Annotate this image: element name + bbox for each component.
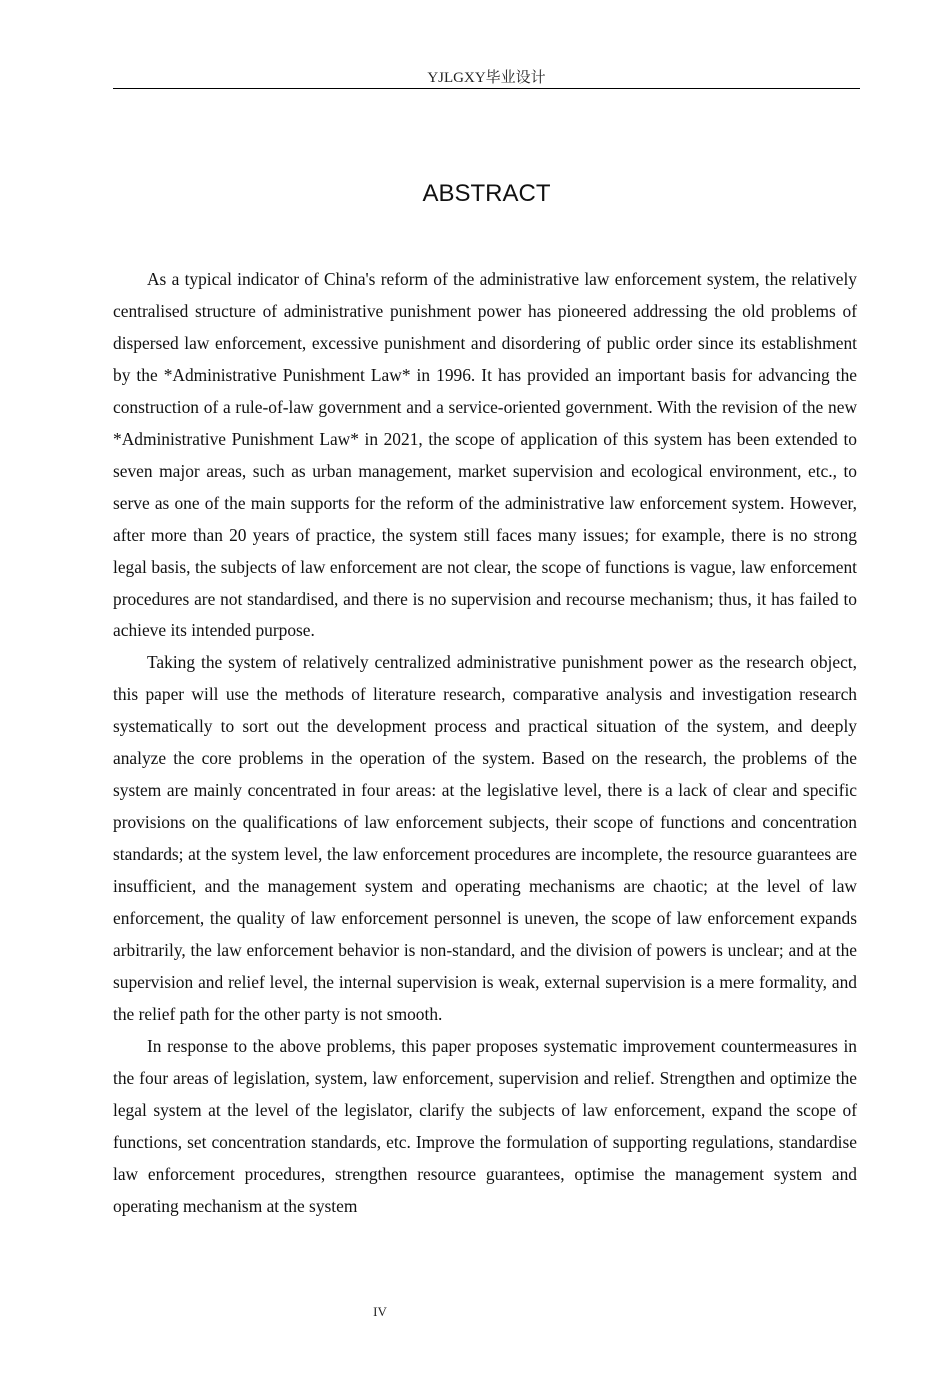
abstract-title: ABSTRACT [422,180,551,207]
abstract-paragraph-2: Taking the system of relatively centralized administrative punishment power as the research object, this paper will use the methods of literature research, comparative analysis and investigation research systematically to sort out the development process and practical situation of the system, and deeply analyze the core problems in the operation of the system. Based on the research, the problems of the system are mainly concentrated in four areas: at the legislative level, there is a lack of clear and specific provisions on the qualifications of law enforcement subjects, their scope of functions and concentration standards; at the system level, the law enforcement procedures are incomplete, the resource guarantees are insufficient, and the management system and operating mechanisms are chaotic; at the level of law enforcement, the quality of law enforcement personnel is uneven, the scope of law enforcement expands arbitrarily, the law enforcement behavior is non-standard, and the division of powers is unclear; and at the supervision and relief level, the internal supervision is weak, external supervision is a mere formality, and the relief path for the other party is not smooth. [113,652,857,1024]
page-number: IV [373,1304,387,1319]
abstract-body [113,264,857,1223]
page-header: YJLGXY毕业设计 [113,68,860,89]
abstract-paragraph-1: As a typical indicator of China's reform of the administrative law enforcement system, the relatively centralised structure of administrative punishment power has pioneered addressing the old problems of dispersed law enforcement, excessive punishment and disordering of public order since its establishment by the *Administrative Punishment Law* in 1996. It has provided an important basis for advancing the construction of a rule-of-law government and a service-oriented government. With the revision of the new *Administrative Punishment Law* in 2021, the scope of application of this system has been extended to seven major areas, such as urban management, market supervision and ecological environment, etc., to serve as one of the main supports for the reform of the administrative law enforcement system. However, after more than 20 years of practice, the system still faces many issues; for example, there is no strong legal basis, the subjects of law enforcement are not clear, the scope of functions is vague, law enforcement procedures are not standardised, and there is no supervision and recourse mechanism; thus, it has failed to achieve its intended purpose. [113,269,857,641]
abstract-paragraph-3: In response to the above problems, this paper proposes systematic improvement countermeasures in the four areas of legislation, system, law enforcement, supervision and relief. Strengthen and optimize the legal system at the level of the legislator, clarify the subjects of law enforcement, expand the scope of functions, set concentration standards, etc. Improve the formulation of supporting regulations, standardise law enforcement procedures, strengthen resource guarantees, optimise the management system and operating mechanism at the system [113,1035,857,1216]
